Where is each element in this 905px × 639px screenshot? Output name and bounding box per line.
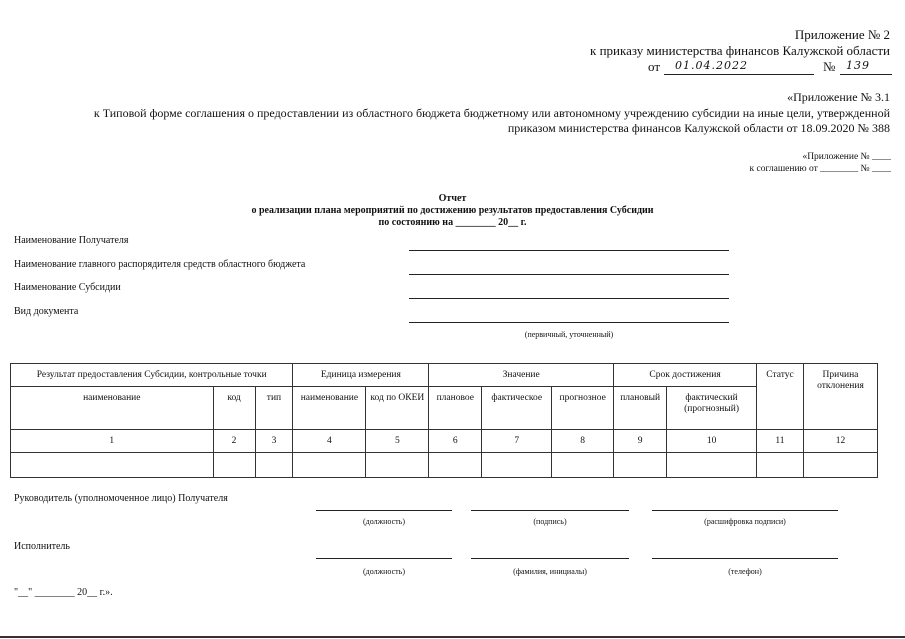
doc-type-label: Вид документа xyxy=(14,306,79,317)
col-number: 11 xyxy=(757,430,804,453)
executor-position-field[interactable] xyxy=(316,558,452,559)
sub-appendix-number: «Приложение № 3.1 xyxy=(787,90,890,104)
name-subheader: наименование xyxy=(11,387,214,430)
reason-header: Причина отклонения xyxy=(803,364,877,430)
col-number: 5 xyxy=(366,430,429,453)
report-title: Отчет xyxy=(438,193,467,204)
table-cell[interactable] xyxy=(482,453,552,478)
date-line: "__" ________ 20__ г.». xyxy=(14,587,113,598)
deadline-group-header: Срок достижения xyxy=(614,364,757,387)
executor-name-hint: (фамилия, инициалы) xyxy=(513,567,587,576)
executor-phone-field[interactable] xyxy=(652,558,838,559)
doc-type-hint: (первичный, уточненный) xyxy=(524,330,614,339)
head-name-field[interactable] xyxy=(652,510,838,511)
page-bottom-edge xyxy=(0,636,905,638)
executor-phone-hint: (телефон) xyxy=(728,567,762,576)
col-number: 12 xyxy=(803,430,877,453)
actual-subheader: фактическое xyxy=(482,387,552,430)
table-cell[interactable] xyxy=(667,453,757,478)
head-signature-field[interactable] xyxy=(471,510,629,511)
agreement-appendix: «Приложение № ____ xyxy=(802,152,891,162)
results-table xyxy=(10,363,878,478)
col-number: 6 xyxy=(429,430,482,453)
col-number: 9 xyxy=(614,430,667,453)
table-cell[interactable] xyxy=(552,453,614,478)
table-cell[interactable] xyxy=(614,453,667,478)
table-cell[interactable] xyxy=(293,453,366,478)
col-number: 8 xyxy=(552,430,614,453)
status-header: Статус xyxy=(757,364,804,430)
report-subtitle: о реализации плана мероприятий по достижению результатов предоставления Субсидии xyxy=(251,205,654,216)
number-label: № xyxy=(823,59,836,74)
recipient-field[interactable] xyxy=(409,250,729,251)
executor-position-hint: (должность) xyxy=(363,567,405,576)
value-group-header: Значение xyxy=(429,364,614,387)
col-number: 10 xyxy=(667,430,757,453)
col-number: 1 xyxy=(11,430,214,453)
col-number: 3 xyxy=(255,430,293,453)
actual-date-subheader: фактический (прогнозный) xyxy=(667,387,757,430)
head-label: Руководитель (уполномоченное лицо) Получателя xyxy=(14,493,228,504)
planned-date-subheader: плановый xyxy=(614,387,667,430)
executor-name-field[interactable] xyxy=(471,558,629,559)
appendix-number: Приложение № 2 xyxy=(794,27,890,42)
planned-subheader: плановое xyxy=(429,387,482,430)
table-cell[interactable] xyxy=(757,453,804,478)
subsidy-field[interactable] xyxy=(409,298,729,299)
table-cell[interactable] xyxy=(11,453,214,478)
subsidy-label: Наименование Субсидии xyxy=(14,282,121,293)
type-subheader: тип xyxy=(255,387,293,430)
table-cell[interactable] xyxy=(255,453,293,478)
order-reference: к приказу министерства финансов Калужской области xyxy=(590,43,890,58)
head-name-hint: (расшифровка подписи) xyxy=(704,517,786,526)
handwritten-date: 01.04.2022 xyxy=(675,59,748,72)
table-cell[interactable] xyxy=(366,453,429,478)
col-number: 7 xyxy=(482,430,552,453)
col-number: 2 xyxy=(213,430,255,453)
col-number: 4 xyxy=(293,430,366,453)
forecast-subheader: прогнозное xyxy=(552,387,614,430)
agreement-ref: к соглашению от ________ № ____ xyxy=(749,164,891,174)
table-cell[interactable] xyxy=(803,453,877,478)
head-signature-hint: (подпись) xyxy=(533,517,567,526)
unit-group-header: Единица измерения xyxy=(293,364,429,387)
typical-form-line2: приказом министерства финансов Калужской области от 18.09.2020 № 388 xyxy=(507,121,890,135)
doc-type-field[interactable] xyxy=(409,322,729,323)
handwritten-number: 139 xyxy=(846,59,870,72)
unit-name-subheader: наименование xyxy=(293,387,366,430)
main-manager-field[interactable] xyxy=(409,274,729,275)
main-manager-label: Наименование главного распорядителя средств областного бюджета xyxy=(14,259,306,270)
code-subheader: код xyxy=(213,387,255,430)
okei-subheader: код по ОКЕИ xyxy=(366,387,429,430)
head-position-hint: (должность) xyxy=(363,517,405,526)
executor-label: Исполнитель xyxy=(14,541,70,552)
result-group-header: Результат предоставления Субсидии, контрольные точки xyxy=(11,364,293,387)
recipient-label: Наименование Получателя xyxy=(14,235,129,246)
head-position-field[interactable] xyxy=(316,510,452,511)
table-cell[interactable] xyxy=(429,453,482,478)
from-label: от xyxy=(648,59,661,74)
typical-form-line1: к Типовой форме соглашения о предоставлении из областного бюджета бюджетному или автономному учреждению субсидии на иные цели, утвержденной xyxy=(93,106,890,120)
table-cell[interactable] xyxy=(213,453,255,478)
report-date: по состоянию на ________ 20__ г. xyxy=(378,217,527,228)
